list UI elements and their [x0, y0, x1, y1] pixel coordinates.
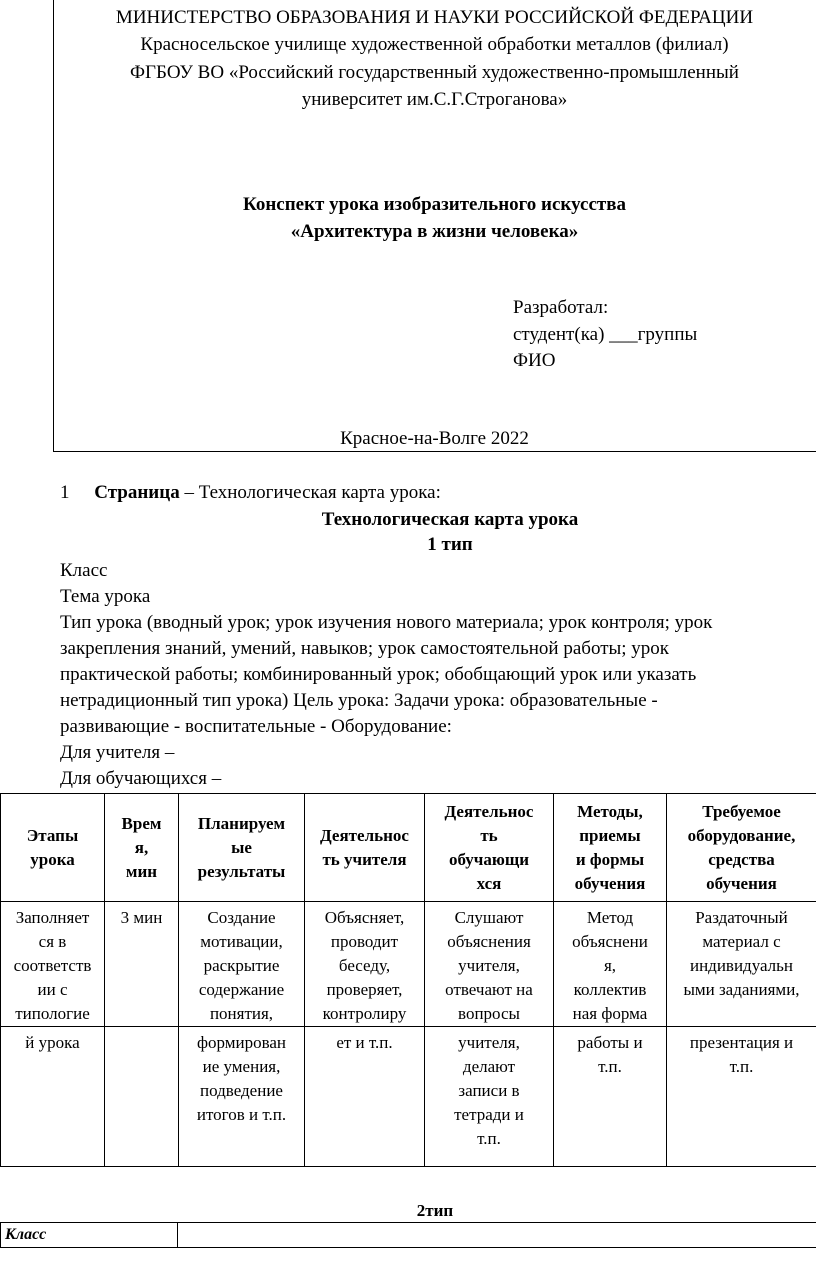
- teacher-equipment-line: Для учителя –: [60, 742, 175, 763]
- table-cell: Раздаточный материал с индивидуальн ыми заданиями,: [667, 902, 816, 1027]
- header-methods: Методы, приемы и формы обучения: [554, 794, 667, 902]
- students-equipment-line: Для обучающихся –: [60, 768, 222, 789]
- table-cell: ет и т.п.: [305, 1027, 425, 1167]
- table-cell: Слушают объяснения учителя, отвечают на вопросы: [425, 902, 554, 1027]
- type1-heading: 1 тип: [427, 534, 473, 555]
- table-row: [1, 1027, 816, 1167]
- university-line-2: университет им.С.Г.Строганова»: [301, 89, 568, 110]
- table-cell: й урока: [1, 1027, 105, 1167]
- author-name: ФИО: [513, 350, 556, 371]
- table-cell: [178, 1223, 816, 1248]
- table-row: [1, 1223, 816, 1248]
- body-line: практической работы; комбинированный урок; обобщающий урок или указать: [60, 664, 697, 685]
- author-group: студент(ка) ___группы: [513, 324, 698, 345]
- body-line: развивающие - воспитательные - Оборудование:: [60, 716, 452, 737]
- header-results: Планируем ые результаты: [179, 794, 305, 902]
- type2-heading: 2тип: [416, 1201, 454, 1220]
- table-cell: 3 мин: [105, 902, 179, 1027]
- page-number: 1: [60, 482, 70, 503]
- page-line: [60, 480, 441, 505]
- city-year: Красное-на-Волге 2022: [340, 428, 529, 449]
- class-label: Класс: [60, 560, 108, 581]
- table-cell: [105, 1027, 179, 1167]
- lesson-title-line-2: «Архитектура в жизни человека»: [290, 221, 579, 242]
- lesson-title-line-1: Конспект урока изобразительного искусства: [243, 194, 626, 215]
- table-cell: Объясняет, проводит беседу, проверяет, контролиру: [305, 902, 425, 1027]
- body-line: нетрадиционный тип урока) Цель урока: Задачи урока: образовательные -: [60, 690, 658, 711]
- table-cell: Заполняет ся в соответств ии с типологие: [1, 902, 105, 1027]
- header-equipment: Требуемое оборудование, средства обучения: [667, 794, 816, 902]
- table-cell: работы и т.п.: [554, 1027, 667, 1167]
- table-cell: презентация и т.п.: [667, 1027, 816, 1167]
- header-time: Врем я, мин: [105, 794, 179, 902]
- university-line-1: ФГБОУ ВО «Российский государственный художественно-промышленный: [130, 62, 739, 83]
- author-label: Разработал:: [513, 297, 609, 318]
- table-row: [1, 902, 816, 1027]
- section-heading: Технологическая карта урока: [321, 509, 579, 530]
- header-stages: Этапы урока: [1, 794, 105, 902]
- lesson-plan-table: [0, 793, 816, 1167]
- header-teacher: Деятельнос ть учителя: [305, 794, 425, 902]
- table-cell: Создание мотивации, раскрытие содержание понятия,: [179, 902, 305, 1027]
- type2-class-label: Класс: [1, 1223, 178, 1248]
- table-cell: формирован ие умения, подведение итогов и т.п.: [179, 1027, 305, 1167]
- body-line: закрепления знаний, умений, навыков; урок самостоятельной работы; урок: [60, 638, 670, 659]
- header-students: Деятельнос ть обучающи хся: [425, 794, 554, 902]
- ministry-line: МИНИСТЕРСТВО ОБРАЗОВАНИЯ И НАУКИ РОССИЙСКОЙ ФЕДЕРАЦИИ: [115, 7, 754, 28]
- page-desc: – Технологическая карта урока:: [179, 482, 441, 503]
- page-word: Страница: [94, 482, 180, 503]
- type2-table: [0, 1222, 816, 1248]
- table-cell: Метод объяснени я, коллектив ная форма: [554, 902, 667, 1027]
- body-line: Тип урока (вводный урок; урок изучения нового материала; урок контроля; урок: [60, 612, 713, 633]
- table-cell: учителя, делают записи в тетради и т.п.: [425, 1027, 554, 1167]
- table-header-row: [1, 794, 816, 902]
- topic-label: Тема урока: [60, 586, 151, 607]
- school-line: Красносельское училище художественной обработки металлов (филиал): [140, 34, 729, 55]
